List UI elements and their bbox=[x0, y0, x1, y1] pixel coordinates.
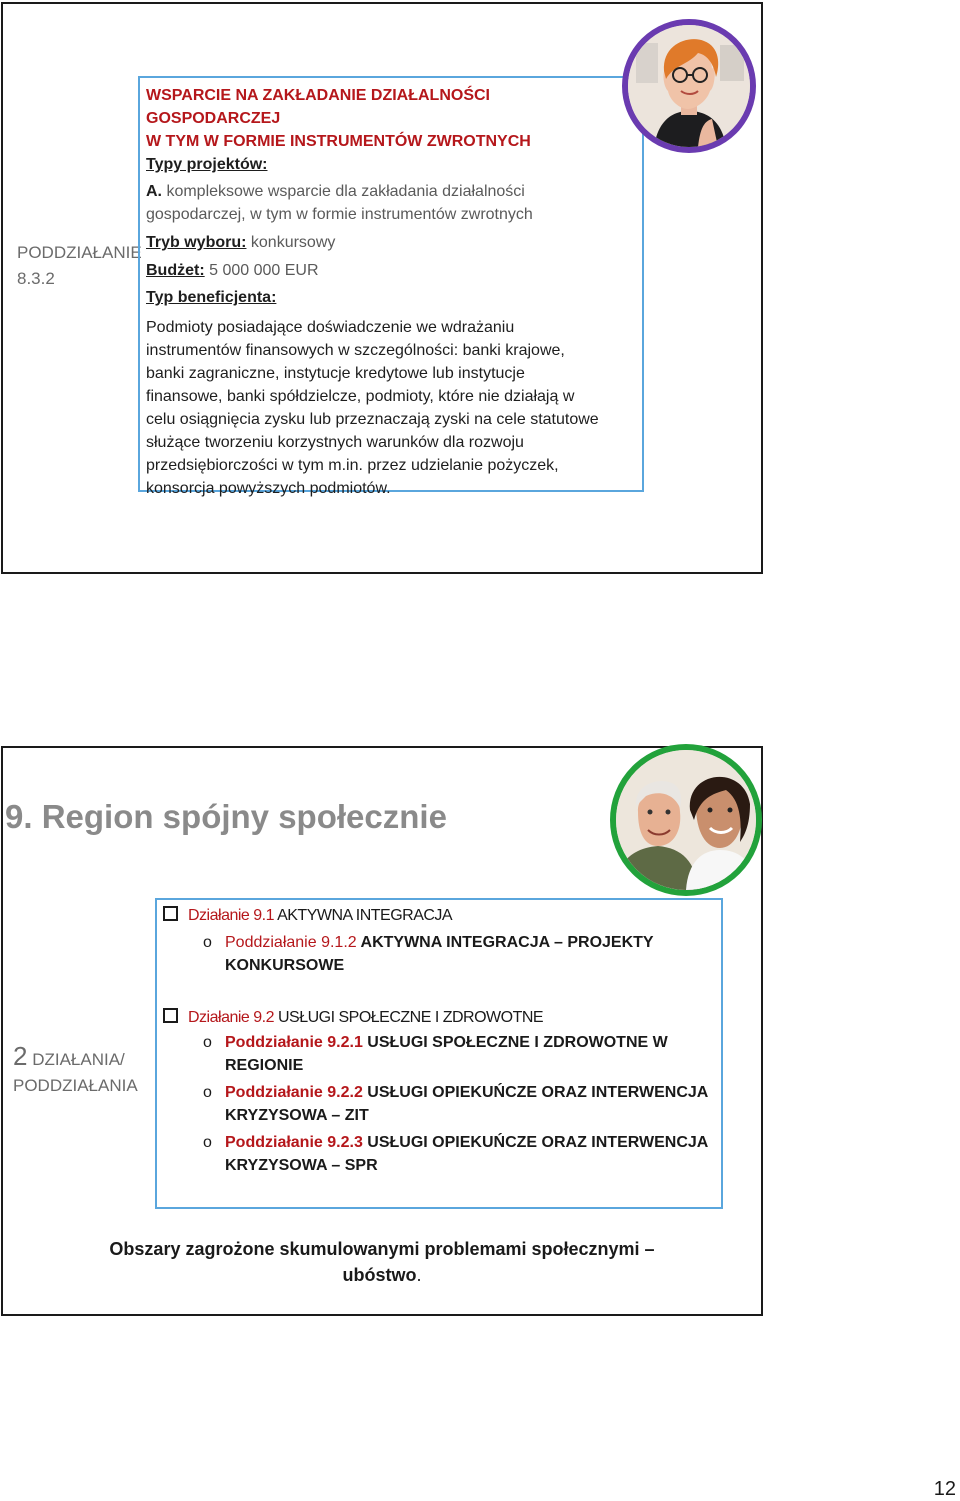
beneficiary-label: Typ beneficjenta: bbox=[146, 289, 277, 306]
beneficiary-line: służące tworzeniu korzystnych warunków dla rozwoju bbox=[146, 434, 524, 451]
beneficiary-line: przedsiębiorczości w tym m.in. przez udzielanie pożyczek, bbox=[146, 457, 559, 474]
side-label-line-1: DZIAŁANIA/ bbox=[27, 1050, 125, 1069]
sub-action-9-2-2 bbox=[203, 1081, 713, 1127]
sub-action-9-2-3 bbox=[203, 1131, 713, 1177]
side-label bbox=[17, 240, 142, 292]
side-label-number: 8.3.2 bbox=[17, 269, 55, 288]
sub-action-9-2-2-name-2: KRYZYSOWA – ZIT bbox=[225, 1107, 369, 1124]
action-9-1-name: AKTYWNA INTEGRACJA bbox=[274, 907, 453, 924]
mode-value: konkursowy bbox=[246, 234, 336, 251]
beneficiary-text bbox=[146, 316, 626, 500]
sub-action-9-2-3-prefix: Poddziałanie 9.2. bbox=[225, 1134, 354, 1151]
content-block bbox=[146, 84, 626, 500]
action-9-1-prefix: Działanie 9. bbox=[188, 907, 266, 924]
action-9-2-prefix: Działanie 9. bbox=[188, 1009, 266, 1026]
budget-label: Budżet: bbox=[146, 262, 205, 279]
action-9-1 bbox=[163, 904, 452, 927]
type-a-line-2: gospodarczej, w tym w formie instrumentów zwrotnych bbox=[146, 206, 533, 223]
sub-action-9-2-2-name-1: USŁUGI OPIEKUŃCZE ORAZ INTERWENCJA bbox=[362, 1084, 709, 1101]
checkbox-bullet-icon bbox=[163, 1008, 178, 1023]
mode-row bbox=[146, 231, 626, 254]
footer-line-1: Obszary zagrożone skumulowanymi problemami społecznymi – bbox=[109, 1239, 655, 1259]
senior-and-carer-photo bbox=[610, 744, 762, 896]
sub-action-9-2-2-number: 2 bbox=[353, 1084, 363, 1101]
circle-bullet-icon: o bbox=[203, 934, 212, 951]
beneficiary-line: konsorcja powyższych podmiotów. bbox=[146, 480, 391, 497]
beneficiary-line: celu osiągnięcia zysku lub przeznaczają zyski na cele statutowe bbox=[146, 411, 599, 428]
heading-line-2: W TYM W FORMIE INSTRUMENTÓW ZWROTNYCH bbox=[146, 133, 531, 150]
circle-bullet-icon: o bbox=[203, 1034, 212, 1051]
sub-action-9-2-2-prefix: Poddziałanie 9.2. bbox=[225, 1084, 354, 1101]
beneficiary-line: banki zagraniczne, instytucje kredytowe lub instytucje bbox=[146, 365, 525, 382]
heading-line-1: WSPARCIE NA ZAKŁADANIE DZIAŁALNOŚCI GOSPODARCZEJ bbox=[146, 87, 490, 127]
side-label bbox=[13, 1043, 138, 1099]
action-9-2 bbox=[163, 1006, 543, 1029]
circle-bullet-icon: o bbox=[203, 1084, 212, 1101]
slide-poddzialanie-8-3-2 bbox=[1, 2, 763, 574]
sub-action-9-2-3-name-2: KRYZYSOWA – SPR bbox=[225, 1157, 378, 1174]
beneficiary-line: instrumentów finansowych w szczególności: banki krajowe, bbox=[146, 342, 565, 359]
sub-action-9-2-1-prefix: Poddziałanie 9.2. bbox=[225, 1034, 354, 1051]
senior-and-carer-illustration bbox=[616, 750, 756, 890]
sub-action-9-2-3-name-1: USŁUGI OPIEKUŃCZE ORAZ INTERWENCJA bbox=[362, 1134, 709, 1151]
sub-action-9-2-1-name-2: REGIONIE bbox=[225, 1057, 304, 1074]
sub-action-9-2-1-name-1: USŁUGI SPOŁECZNE I ZDROWOTNE W bbox=[362, 1034, 668, 1051]
sub-action-9-1-2-number: 2 bbox=[347, 934, 357, 951]
slide-region-spojny-spolecznie bbox=[1, 746, 763, 1316]
sub-action-9-1-2-name-2: KONKURSOWE bbox=[225, 957, 345, 974]
sub-action-9-1-2-prefix: Poddziałanie 9.1. bbox=[225, 934, 348, 951]
type-a-prefix: A. bbox=[146, 183, 162, 200]
budget-row bbox=[146, 259, 626, 282]
side-label-title: PODDZIAŁANIE bbox=[17, 243, 142, 262]
page-number: 12 bbox=[933, 1478, 956, 1500]
woman-portrait-photo bbox=[622, 19, 756, 153]
sub-action-9-2-3-number: 3 bbox=[353, 1134, 363, 1151]
action-9-2-name: USŁUGI SPOŁECZNE I ZDROWOTNE bbox=[274, 1009, 544, 1026]
slide-title: 9. Region spójny społecznie bbox=[5, 798, 447, 835]
types-label: Typy projektów: bbox=[146, 156, 268, 173]
type-a-line-1: kompleksowe wsparcie dla zakładania działalności bbox=[162, 183, 525, 200]
footer-note bbox=[3, 1236, 761, 1288]
woman-portrait-illustration bbox=[628, 25, 750, 147]
side-label-line-2: PODDZIAŁANIA bbox=[13, 1076, 138, 1095]
action-9-1-number: 1 bbox=[265, 907, 275, 924]
footer-dot: . bbox=[416, 1265, 422, 1285]
mode-label: Tryb wyboru: bbox=[146, 234, 247, 251]
sub-action-9-1-2 bbox=[203, 931, 703, 977]
side-count: 2 bbox=[13, 1041, 28, 1071]
sub-action-9-1-2-name-1: AKTYWNA INTEGRACJA – PROJEKTY bbox=[356, 934, 654, 951]
sub-action-9-2-1-number: 1 bbox=[353, 1034, 363, 1051]
checkbox-bullet-icon bbox=[163, 906, 178, 921]
footer-line-2: ubóstwo bbox=[342, 1265, 417, 1285]
beneficiary-line: finansowe, banki spółdzielcze, podmioty, które nie działają w bbox=[146, 388, 575, 405]
action-9-2-number: 2 bbox=[265, 1009, 275, 1026]
sub-action-9-2-1 bbox=[203, 1031, 713, 1077]
circle-bullet-icon: o bbox=[203, 1134, 212, 1151]
budget-value: 5 000 000 EUR bbox=[204, 262, 319, 279]
beneficiary-line: Podmioty posiadające doświadczenie we wdrażaniu bbox=[146, 319, 515, 336]
type-a bbox=[146, 180, 626, 226]
